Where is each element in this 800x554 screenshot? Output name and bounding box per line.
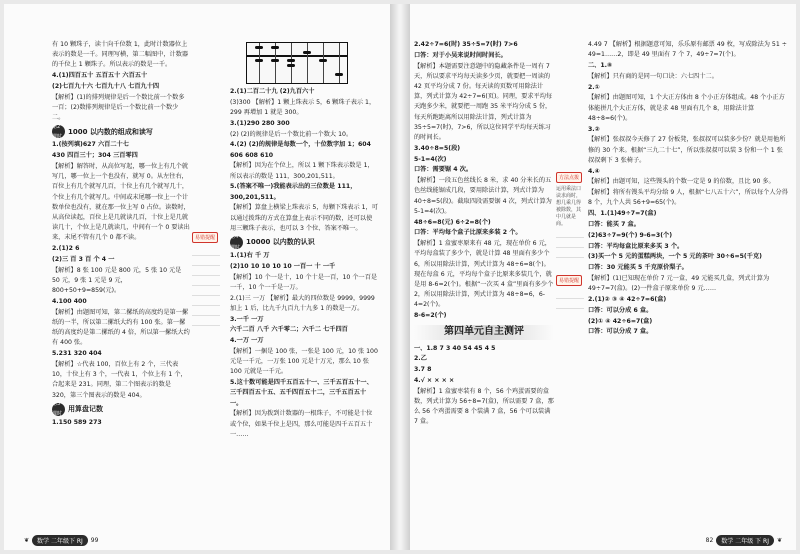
book-spine: [390, 4, 410, 550]
section-heading-lesson-2: [52, 125, 190, 138]
answer-line: 口答：平均每个盒子比原来多装 2 个。: [414, 229, 522, 237]
analysis-paragraph: 【解析】将所有馒头平均分给 9 人，根据“七八五十六”，所以每个人分得 8 个，九个人共 56+9=65(个)。: [588, 189, 788, 207]
note-line: [192, 285, 220, 286]
analysis-paragraph: 【解析】解答时，从高位写起，哪一位上有几个就写几，哪一位上一个也没有，就写 0。从左往右，百位上有几个就写几百，十位上有几个就写几十，个位上有几个就写几。中间或末尾哪一位上一个计数单位也没有，就在那一位上写 0 占位。读数时，从高位读起，百位上是几就读几百，十位上是几就读几十，个位上是几就读几，中间有一个 0 要读出来，末尾不管有几个 0 都不读。: [52, 163, 190, 242]
analysis-paragraph: (3)300 【解析】1 颗上珠表示 5，6 颗珠子表示 1，299 再增加 1 就是 300。: [230, 98, 376, 116]
answer-line: 二、1.⑧: [588, 62, 613, 69]
answer-line: 口答：30 元能买 5 千克原价梨子。: [588, 264, 688, 272]
right-page: [410, 4, 796, 550]
analysis-paragraph: 【解析】一捆是 100 张，一张是 100 元，10 张 100 元是一千元，一万张 100 元是十万元，那么 10 张 100 元就是一千元。: [230, 347, 378, 376]
answer-line: 4.④: [588, 167, 600, 175]
leaf-icon: ❦: [776, 537, 782, 544]
abacus-bead: [303, 51, 311, 54]
note-line: [192, 305, 220, 306]
note-line: [556, 247, 584, 248]
answer-line: 口答：可以分成 6 盒。: [588, 306, 653, 314]
abacus-rod: [259, 43, 260, 83]
answer-line: 5.231 320 404: [52, 350, 102, 358]
analysis-paragraph: 【解析】由题图可知，第二摞纸的高度约是第一摞纸的一半，所以第二摞纸大约有 100 张。第一摞纸的高度约是第二摞纸的 4 倍，所以第一摞纸大约有 400 张。: [52, 308, 190, 347]
leaf-icon: ❦: [24, 537, 30, 544]
answer-line: (2)63÷7=9(个) 9-6=3(个): [588, 231, 673, 239]
analysis-paragraph: 【解析】本题需要注意题中的隐藏条件是一周有 7 天，所以要求平均每天读多少页，就要把一周读的 42 页平均分成 7 份。每天读的页数可用除法计算，列式计算为 42÷7=6(页)。同理，要求平均每天跑多少米，就要把一周跑 35 米平均分成 5 份，每天所跑距离所以用除法计算，列式计算为 35÷5=7(时)，7>6，所以这位同学平均每天练习的时间长。: [414, 62, 553, 142]
answer-line: 5.(答案不唯一)我能表示出的三位数是 111，300,201,511。: [230, 183, 357, 201]
left-margin-notes: [192, 224, 220, 544]
analysis-paragraph: 【解析】8 张 100 元是 800 元，5 张 10 元是 50 元，9 张 1 元是 9 元，800+50+9=859(元)。: [52, 266, 182, 295]
answer-line: 口答：可以分成 7 盒。: [588, 328, 653, 336]
answer-paragraph: 有 10 颗珠子，读十向千位数 1，此时计数器位上表示的数是一千。同理写横，第二幅图中，计数器的千位上 1 颗珠子。所以表示的数是一千。: [52, 41, 189, 69]
section-title: 10000 以内数的认识: [246, 238, 315, 247]
analysis-paragraph: 【解析】☆代表 100，百位上有 2 个，三代表 10，十位上有 3 个，一代表 1，个位上有 1 个，合起来是 231。同理，第二个图表示的数是 320，第三个图表示的数是 404。: [52, 361, 187, 399]
answer-line: 口答：平均每盒比原来多买 3 个。: [588, 242, 684, 250]
analysis-paragraph: 【解析】(1)已知现在单价 7 元一盒，49 元能买几盒，列式计算为 49÷7=7(盒)。(2)一件盒子原来单价 9 元……: [588, 274, 770, 293]
answer-line: 430 四百三十；304 三百零四: [52, 152, 138, 160]
answer-line: 口答：能买 7 盒。: [588, 220, 640, 228]
analysis-paragraph: 【解析】由题可知，这些馒头的个数一定是 9 的倍数，且比 90 多。: [588, 178, 775, 186]
answer-line: 2.(1)二百二十九 (2)九百六十: [230, 88, 315, 95]
answer-line: (3)买一个 5 元的蛋糕两块，一个 5 元的茶叶 30÷6=5(千克): [588, 253, 762, 261]
answer-line: 3.一千 一万: [230, 315, 264, 323]
section-title: 用算盘记数: [68, 405, 103, 414]
answer-line: 4.(2) (2)的规律是每数一个，十位数字加 1；604 606 608 610: [230, 141, 371, 159]
answer-line: 2.(1)2 6: [52, 245, 80, 253]
answer-line: 口答：需要锯 4 次。: [414, 166, 473, 174]
abacus-bead: [287, 64, 295, 67]
page-number: 82: [705, 537, 714, 544]
unit-test-heading: 第四单元自主测评: [414, 325, 554, 339]
abacus-bead: [271, 59, 279, 62]
answer-line: 5-1=4(次): [414, 155, 447, 163]
answer-line: 一、1.8 7 3 40 54 45 4 5: [414, 344, 496, 352]
analysis-paragraph: 2.(1)三 一万 【解析】最大的四位数是 9999，9999 加上 1 后，比九千九百九十九多 1 的数是一万。: [230, 294, 375, 312]
answer-line: (2)三 百 3 百 个 4 一: [52, 256, 115, 264]
abacus-bead: [287, 59, 295, 62]
analysis-paragraph: 【解析】1 盒蜜枣原来有 48 元，现在单价 6 元，平均每盒装了多少个，就是计算 48 里面有多少个 6，所以用除法计算，列式计算为 48÷6=8(个)。现在每盒 6 元，平均每个盒子比原来多装几个，就是用 8-6=2(个)。根据“一次买 4 盒”里面有多少个 2，所以用除法计算，列式计算为 48÷8=6，6-4=2(个)。: [414, 240, 554, 309]
abacus-rod: [339, 43, 340, 83]
abacus-rod: [291, 43, 292, 83]
page-footer-left: [24, 535, 98, 546]
note-line: [192, 325, 220, 326]
page-footer-right: [706, 535, 782, 546]
margin-label: 方法点拨: [556, 172, 582, 183]
answer-line: 2.乙: [414, 355, 427, 363]
footer-subject: 数学 二年级下 RJ: [32, 535, 88, 546]
lesson-badge: 第4课时: [230, 236, 243, 249]
left-page: [4, 4, 390, 550]
abacus-illustration: [246, 42, 348, 84]
analysis-paragraph: 【解析】(1)的排列规律是后一个数比前一个数多一百；(2)数排列规律是后一个数比前一个数少二。: [52, 93, 185, 122]
right-column-1: [414, 40, 554, 428]
analysis-paragraph: 【解析】张叔叔今天修了 27 份板凳，张叔叔可以装多少份？就是用他所修的 30 个来。根据“三九二十七”，所以张叔叔可以装 3 份和一个 1 张叔叔剩下 3 张椅子。: [588, 136, 786, 164]
section-title: 1000 以内数的组成和读写: [68, 127, 153, 136]
analysis-paragraph: (2) (2)的规律是后一个数比前一个数大 10。: [230, 130, 353, 138]
margin-label: 易错提醒: [556, 275, 582, 286]
answer-line: 4.(1)四百五十 五百五十 六百五十: [52, 72, 148, 80]
note-line: [192, 275, 220, 276]
note-line: [192, 255, 220, 256]
abacus-bead: [271, 46, 279, 49]
answer-line: 四、1.(1)49÷7=7(盒): [588, 210, 657, 218]
answer-line: 1.(按列填)627 六百二十七: [52, 141, 129, 149]
note-line: [192, 295, 220, 296]
answer-line: 8-6=2(个): [414, 312, 447, 320]
answer-line: 2.(1)② ③ ④ 42÷7=6(盒): [588, 295, 667, 303]
note-line: [556, 308, 584, 309]
analysis-paragraph: 【解析】因为在个位上，所以 1 颗下珠表示数是 1，所以表示的数是 111，300,201,511。: [230, 162, 374, 180]
analysis-paragraph: 【解析】10 个一是十，10 个十是一百，10 个一百是一千，10 个一千是一万。: [230, 273, 378, 291]
answer-line: 1.150 589 273: [52, 418, 102, 426]
left-column-2: [230, 40, 378, 441]
answer-line: 口答：对于小吴来说时间时间长。: [414, 51, 507, 59]
note-line: [556, 257, 584, 258]
answer-line: (2)七百九十六 七百九十八 七百九十四: [52, 83, 160, 90]
answer-line: 3.40÷8=5(段): [414, 144, 461, 152]
abacus-beam: [247, 55, 347, 57]
margin-label: 易错提醒: [192, 232, 218, 243]
analysis-paragraph: 【解析】只有商的是同一句口诀：六七四十二。: [588, 72, 718, 80]
right-column-2: [588, 40, 788, 338]
answer-line: 2.①: [588, 83, 600, 91]
abacus-rod: [323, 43, 324, 83]
analysis-paragraph: 【解析】一段五色丝线长 8 米，求 40 分米长的五色丝线能锯成几段，要用除法计算，列式计算为 40÷8=5(段)。截取四段需要锯 4 次，列式计算为 5-1=4(次)。: [414, 177, 552, 215]
note-line: [192, 265, 220, 266]
footer-subject: 数学 二年级 下 RJ: [716, 535, 774, 546]
answer-line: 3.②: [588, 125, 600, 133]
answer-line: 48÷6=8(元) 6÷2=8(个): [414, 218, 491, 226]
answer-line: (2)① ④ 42÷6=7(盒): [588, 317, 653, 325]
analysis-paragraph: 【解析】1 盒蜜枣装有 8 个，56 个鸡蛋需要的盒数，列式计算为 56÷8=7(盒)，所以需要 7 盒，那么 56 个鸡蛋需要 8 个装满 7 盒，56 个可以装满 7 盒。: [414, 387, 554, 426]
lesson-badge: 第2课时: [52, 125, 65, 138]
answer-line: 4.100 400: [52, 298, 87, 306]
note-line: [556, 237, 584, 238]
answer-line: 六千二百 八千 六千零二；六千二 七千四百: [230, 326, 348, 334]
answer-line: (2)10 10 10 10 10 一百一 十 一千: [230, 262, 336, 270]
abacus-rod: [275, 43, 276, 83]
abacus-bead: [335, 73, 343, 76]
note-line: [192, 315, 220, 316]
answer-line: 4.√ × × × ×: [414, 377, 455, 385]
answer-line: 2.42÷7=6(时) 35÷5=7(时) 7>6: [414, 41, 518, 48]
answer-line: 4.一万 一万: [230, 337, 264, 345]
answer-line: 3.(1)290 280 300: [230, 119, 290, 127]
abacus-bead: [319, 59, 327, 62]
margin-note: 运用乘法口诀求商时，想几乘几得被除数，其中几就是商。: [556, 186, 582, 227]
note-line: [556, 298, 584, 299]
analysis-paragraph: 【解析】因为拨到计数器的一根珠子，不可能是十位或个位，如果千位上是四，那么可能是四千五百五十一……: [230, 410, 373, 438]
abacus-bead: [255, 46, 263, 49]
page-number: 99: [90, 537, 99, 544]
right-margin-notes: [556, 164, 584, 424]
lesson-badge: 第3课时: [52, 403, 65, 416]
section-heading-lesson-3: [52, 403, 190, 416]
left-column-1: [52, 40, 190, 429]
analysis-paragraph: 【解析】算盘上横梁上珠表示 5，每颗下珠表示 1，可以通过拨珠的方式在算盘上表示不同的数，还可以使用三颗珠子表示，也可以 3 个位、答案不唯一。: [230, 204, 378, 232]
analysis-paragraph: 4.49 7 【解析】根据题意可知，乐乐原有邮票 49 枚，写成除法为 51 ÷ 49=1……2，即是 49 里面有 7 个 7，49÷7=7(个)。: [588, 41, 787, 59]
abacus-rod: [307, 43, 308, 83]
section-heading-lesson-4: [230, 236, 378, 249]
answer-line: 3.7 8: [414, 366, 432, 374]
answer-line: 5.这十数可能是四千五百五十一、三千五百五十一、三千四百五十五、五千四百五十二，三千五百五十一。: [230, 379, 373, 407]
answer-line: 1.(1)右 千 万: [230, 252, 270, 259]
analysis-paragraph: 【解析】由题图可知，1 个大正方体由 8 个小正方体组成。48 个小正方体能拼几个大正方体，就是求 48 里面有几个 8，用除法计算 48÷8=6(个)。: [588, 94, 785, 122]
abacus-bead: [255, 59, 263, 62]
